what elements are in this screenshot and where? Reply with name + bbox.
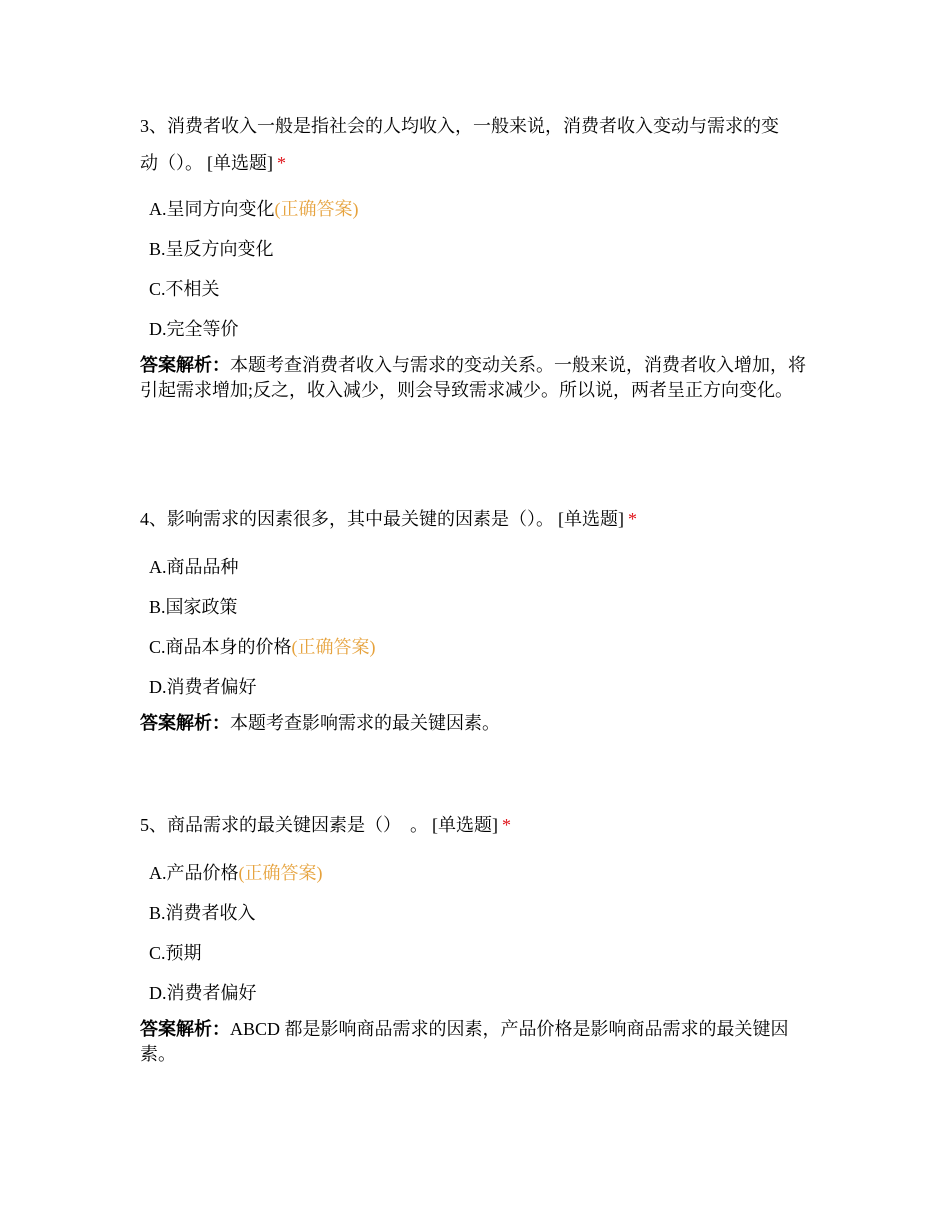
question-3 xyxy=(140,108,812,403)
question-number: 5 xyxy=(140,815,149,835)
option-text: 不相关 xyxy=(165,279,220,299)
option-label: C. xyxy=(149,279,166,299)
option-label: B. xyxy=(149,239,166,259)
option-a[interactable] xyxy=(149,853,812,893)
correct-answer-tag: (正确答案) xyxy=(274,199,359,219)
analysis-label: 答案解析： xyxy=(140,1019,230,1039)
option-label: C. xyxy=(149,637,166,657)
question-5 xyxy=(140,807,812,1067)
analysis-text: ABCD 都是影响商品需求的因素，产品价格是影响商品需求的最关键因素。 xyxy=(140,1019,789,1064)
required-marker: * xyxy=(628,509,637,529)
option-list xyxy=(140,547,812,707)
option-text: 产品价格 xyxy=(166,863,239,883)
question-4 xyxy=(140,501,812,736)
option-b[interactable] xyxy=(149,893,812,933)
answer-analysis xyxy=(140,711,812,736)
question-title xyxy=(140,108,812,182)
option-d[interactable] xyxy=(149,973,812,1013)
analysis-text: 本题考查影响需求的最关键因素。 xyxy=(230,713,500,733)
question-title xyxy=(140,807,812,844)
option-b[interactable] xyxy=(149,229,812,269)
option-label: A. xyxy=(149,557,167,577)
option-text: 呈同方向变化 xyxy=(166,199,275,219)
option-list xyxy=(140,189,812,349)
answer-analysis xyxy=(140,1017,812,1067)
option-label: B. xyxy=(149,903,166,923)
question-type: [单选题] xyxy=(558,509,624,529)
question-text-line2: 动（）。 xyxy=(140,153,203,173)
option-text: 完全等价 xyxy=(166,319,239,339)
question-number: 4 xyxy=(140,509,149,529)
option-label: D. xyxy=(149,677,167,697)
option-text: 商品品种 xyxy=(166,557,239,577)
option-text: 消费者偏好 xyxy=(166,983,257,1003)
correct-answer-tag: (正确答案) xyxy=(291,637,376,657)
option-label: D. xyxy=(149,319,167,339)
analysis-label: 答案解析： xyxy=(140,713,230,733)
option-d[interactable] xyxy=(149,667,812,707)
option-c[interactable] xyxy=(149,627,812,667)
option-label: C. xyxy=(149,943,166,963)
option-label: B. xyxy=(149,597,166,617)
option-text: 消费者偏好 xyxy=(166,677,257,697)
answer-analysis xyxy=(140,353,812,403)
question-text-line1: 消费者收入一般是指社会的人均收入，一般来说，消费者收入变动与需求的变 xyxy=(167,116,779,136)
analysis-label: 答案解析： xyxy=(140,355,230,375)
question-separator: 、 xyxy=(149,116,167,136)
option-d[interactable] xyxy=(149,309,812,349)
option-text: 预期 xyxy=(165,943,202,963)
option-a[interactable] xyxy=(149,189,812,229)
question-separator: 、 xyxy=(149,509,167,529)
option-text: 消费者收入 xyxy=(165,903,256,923)
question-text-line1: 影响需求的因素很多，其中最关键的因素是（）。 xyxy=(167,509,554,529)
analysis-text: 本题考查消费者收入与需求的变动关系。一般来说，消费者收入增加，将引起需求增加;反之，收入减少，则会导致需求减少。所以说，两者呈正方向变化。 xyxy=(140,355,806,400)
option-label: D. xyxy=(149,983,167,1003)
option-c[interactable] xyxy=(149,933,812,973)
question-number: 3 xyxy=(140,116,149,136)
question-separator: 、 xyxy=(149,815,167,835)
option-c[interactable] xyxy=(149,269,812,309)
option-label: A. xyxy=(149,199,167,219)
question-text-line1: 商品需求的最关键因素是（） 。 xyxy=(167,815,428,835)
option-a[interactable] xyxy=(149,547,812,587)
option-text: 国家政策 xyxy=(165,597,238,617)
required-marker: * xyxy=(277,153,286,173)
option-list xyxy=(140,853,812,1013)
question-type: [单选题] xyxy=(432,815,498,835)
option-text: 呈反方向变化 xyxy=(165,239,274,259)
question-title xyxy=(140,501,812,538)
correct-answer-tag: (正确答案) xyxy=(238,863,323,883)
option-b[interactable] xyxy=(149,587,812,627)
question-type: [单选题] xyxy=(207,153,273,173)
option-text: 商品本身的价格 xyxy=(165,637,292,657)
option-label: A. xyxy=(149,863,167,883)
required-marker: * xyxy=(502,815,511,835)
